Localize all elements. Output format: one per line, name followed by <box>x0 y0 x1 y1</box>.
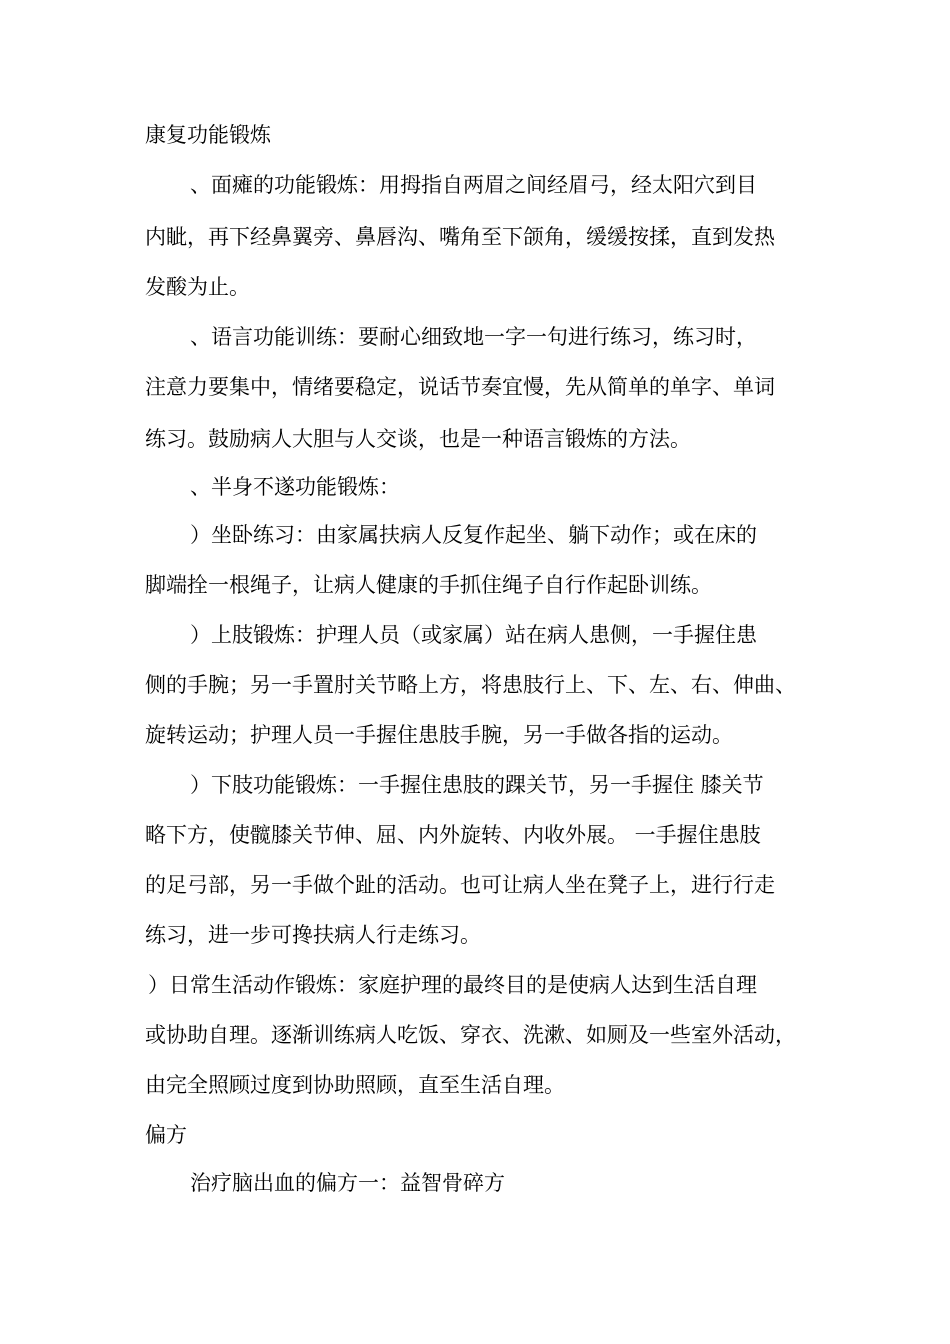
paragraph-upper-limb-line-2: 侧的手腕；另一手置肘关节略上方，将患肢行上、下、左、右、伸曲、 <box>145 673 796 697</box>
paragraph-facial-line-3: 发酸为止。 <box>145 275 250 299</box>
remedy-title: 治疗脑出血的偏方一：益智骨碎方 <box>190 1171 505 1195</box>
section-heading-remedy: 偏方 <box>145 1123 187 1147</box>
paragraph-speech-line-3: 练习。鼓励病人大胆与人交谈，也是一种语言锻炼的方法。 <box>145 427 691 451</box>
paragraph-daily-line-1: ）日常生活动作锻炼：家庭护理的最终目的是使病人达到生活自理 <box>148 973 757 997</box>
paragraph-speech-line-2: 注意力要集中，情绪要稳定，说话节奏宜慢，先从简单的单字、单词 <box>145 375 775 399</box>
paragraph-lower-limb-line-2: 略下方，使髋膝关节伸、屈、内外旋转、内收外展。 一手握住患肢 <box>145 823 761 847</box>
paragraph-hemiplegia-title: 、半身不遂功能锻炼： <box>190 475 400 499</box>
paragraph-lower-limb-line-4: 练习，进一步可搀扶病人行走练习。 <box>145 923 481 947</box>
section-heading-rehab: 康复功能锻炼 <box>145 123 271 147</box>
paragraph-speech-line-1: 、语言功能训练：要耐心细致地一字一句进行练习，练习时， <box>190 325 757 349</box>
paragraph-facial-line-1: 、面瘫的功能锻炼：用拇指自两眉之间经眉弓，经太阳穴到目 <box>190 173 757 197</box>
paragraph-daily-line-3: 由完全照顾过度到协助照顾，直至生活自理。 <box>145 1073 565 1097</box>
paragraph-upper-limb-line-3: 旋转运动；护理人员一手握住患肢手腕，另一手做各指的运动。 <box>145 723 733 747</box>
paragraph-upper-limb-line-1: ）上肢锻炼：护理人员（或家属）站在病人患侧，一手握住患 <box>190 623 757 647</box>
paragraph-lower-limb-line-3: 的足弓部，另一手做个趾的活动。也可让病人坐在凳子上，进行行走 <box>145 873 775 897</box>
paragraph-lower-limb-line-1: ）下肢功能锻炼：一手握住患肢的踝关节，另一手握住 膝关节 <box>190 773 764 797</box>
paragraph-sit-lie-line-2: 脚端拴一根绳子，让病人健康的手抓住绳子自行作起卧训练。 <box>145 573 712 597</box>
paragraph-daily-line-2: 或协助自理。逐渐训练病人吃饭、穿衣、洗漱、如厕及一些室外活动， <box>145 1023 796 1047</box>
paragraph-facial-line-2: 内眦，再下经鼻翼旁、鼻唇沟、嘴角至下颌角，缓缓按揉，直到发热 <box>145 225 775 249</box>
paragraph-sit-lie-line-1: ）坐卧练习：由家属扶病人反复作起坐、躺下动作；或在床的 <box>190 523 757 547</box>
